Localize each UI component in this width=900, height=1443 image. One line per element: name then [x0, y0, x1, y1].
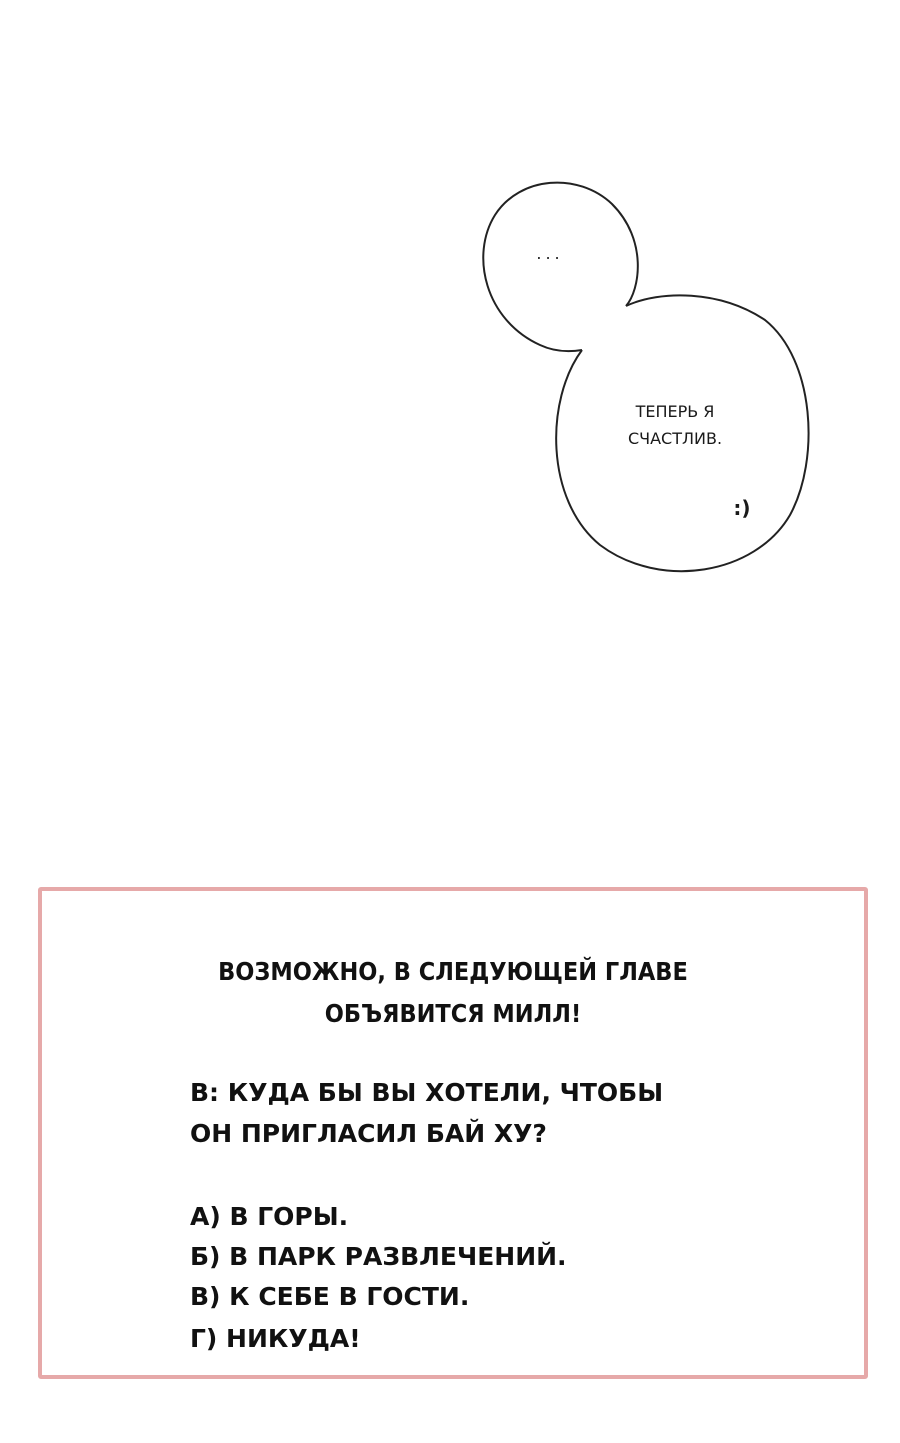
question-line-2: ОН ПРИГЛАСИЛ БАЙ ХУ?: [190, 1119, 547, 1148]
speech-bubbles: [0, 0, 900, 700]
answer-option-b: Б) В ПАРК РАЗВЛЕЧЕНИЙ.: [190, 1242, 567, 1271]
answer-option-c: В) К СЕБЕ В ГОСТИ.: [190, 1282, 470, 1311]
large-bubble-line-2: СЧАСТЛИВ.: [627, 429, 723, 448]
answer-option-a: А) В ГОРЫ.: [190, 1202, 349, 1231]
author-note-box: [38, 887, 868, 1379]
smiley-text: :): [733, 496, 751, 520]
large-bubble-line-1: ТЕПЕРЬ Я: [635, 402, 715, 421]
note-heading-line-1: ВОЗМОЖНО, В СЛЕДУЮЩЕЙ ГЛАВЕ: [218, 957, 688, 986]
answer-option-d: Г) НИКУДА!: [190, 1324, 361, 1353]
large-bubble-text: [590, 398, 760, 452]
small-bubble-text: ...: [536, 244, 564, 263]
note-heading-line-2: ОБЪЯВИТСЯ МИЛЛ!: [324, 999, 582, 1028]
question-line-1: В: КУДА БЫ ВЫ ХОТЕЛИ, ЧТОБЫ: [190, 1078, 664, 1107]
